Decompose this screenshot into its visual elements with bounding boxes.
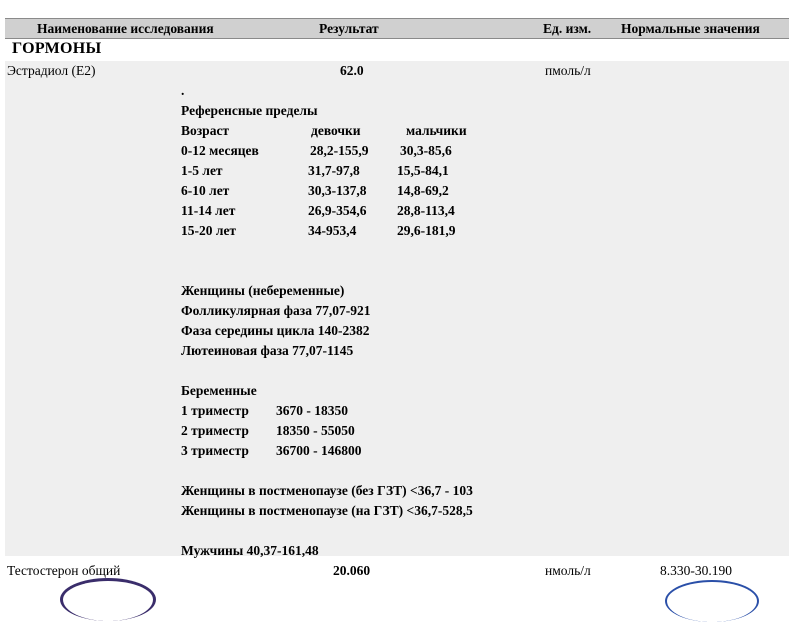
- follicular-phase: Фолликулярная фаза 77,07-921: [181, 303, 371, 318]
- header-result: Результат: [319, 21, 379, 36]
- estradiol-row: [5, 61, 789, 556]
- age-row-boys: 29,6-181,9: [397, 223, 456, 238]
- testosterone-norm: 8.330-30.190: [660, 563, 732, 578]
- header-norm: Нормальные значения: [621, 21, 760, 36]
- reference-col-girls: девочки: [311, 123, 361, 138]
- section-title: ГОРМОНЫ: [12, 40, 102, 57]
- age-row-age: 1-5 лет: [181, 163, 223, 178]
- trimester-range: 18350 - 55050: [276, 423, 355, 438]
- age-row-boys: 28,8-113,4: [397, 203, 455, 218]
- seal-left-icon: [60, 578, 156, 621]
- age-row-girls: 30,3-137,8: [308, 183, 367, 198]
- reference-dot: .: [181, 83, 185, 98]
- trimester-label: 1 триместр: [181, 403, 249, 418]
- header-unit: Ед. изм.: [543, 21, 592, 36]
- reference-col-age: Возраст: [181, 123, 230, 138]
- testosterone-name: Тестостерон общий: [7, 563, 121, 578]
- age-row-girls: 28,2-155,9: [310, 143, 369, 158]
- luteal-phase: Лютеиновая фаза 77,07-1145: [181, 343, 354, 358]
- women-title: Женщины (небеременные): [181, 283, 345, 298]
- table-header: [5, 18, 789, 39]
- men-range: Мужчины 40,37-161,48: [181, 543, 319, 558]
- trimester-label: 2 триместр: [181, 423, 249, 438]
- header-name: Наименование исследования: [37, 21, 214, 36]
- age-row-age: 15-20 лет: [181, 223, 237, 238]
- reference-title: Референсные пределы: [181, 103, 318, 118]
- age-row-girls: 34-953,4: [308, 223, 357, 238]
- age-row-boys: 14,8-69,2: [397, 183, 449, 198]
- mid-cycle-phase: Фаза середины цикла 140-2382: [181, 323, 370, 338]
- trimester-range: 36700 - 146800: [276, 443, 362, 458]
- testosterone-unit: нмоль/л: [545, 563, 591, 578]
- testosterone-result: 20.060: [333, 563, 371, 578]
- reference-col-boys: мальчики: [406, 123, 467, 138]
- estradiol-name: Эстрадиол (E2): [7, 63, 96, 78]
- estradiol-result: 62.0: [340, 63, 364, 78]
- postmenopause-hrt: Женщины в постменопаузе (на ГЗТ) <36,7-528,5: [181, 503, 473, 518]
- age-row-girls: 26,9-354,6: [308, 203, 367, 218]
- age-row-age: 0-12 месяцев: [181, 143, 259, 158]
- trimester-range: 3670 - 18350: [276, 403, 348, 418]
- postmenopause-no-hrt: Женщины в постменопаузе (без ГЗТ) <36,7 - 103: [181, 483, 473, 498]
- age-row-girls: 31,7-97,8: [308, 163, 360, 178]
- age-row-age: 6-10 лет: [181, 183, 230, 198]
- pregnant-title: Беременные: [181, 383, 257, 398]
- estradiol-unit: пмоль/л: [545, 63, 591, 78]
- age-row-boys: 15,5-84,1: [397, 163, 449, 178]
- age-row-age: 11-14 лет: [181, 203, 236, 218]
- seal-right-icon: [665, 580, 759, 622]
- age-row-boys: 30,3-85,6: [400, 143, 452, 158]
- trimester-label: 3 триместр: [181, 443, 249, 458]
